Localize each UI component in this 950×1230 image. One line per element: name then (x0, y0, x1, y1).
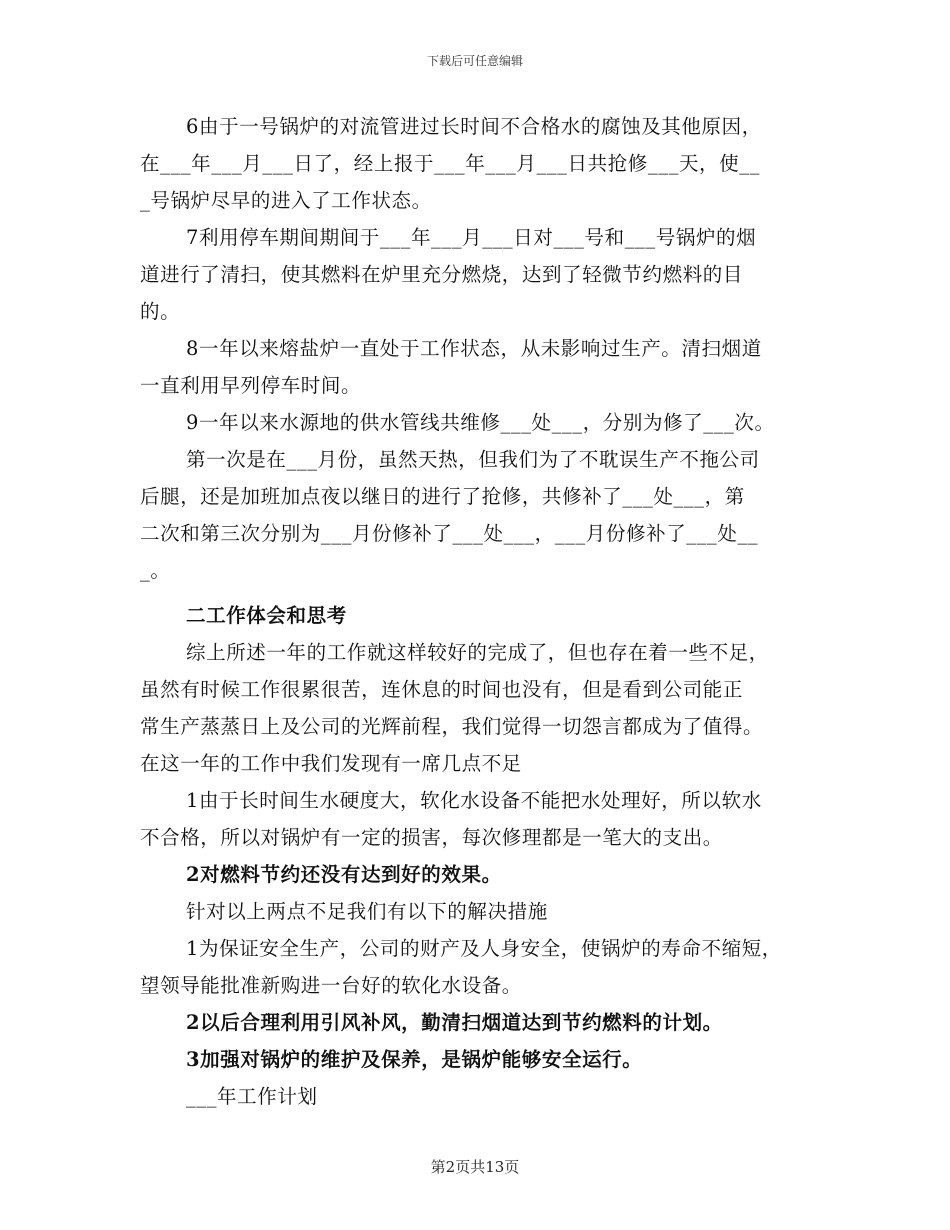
paragraph-line: 的。 (140, 300, 181, 323)
section-heading: ___年工作计划 (186, 1085, 318, 1108)
paragraph-line: 8一年以来熔盐炉一直处于工作状态，从未影响过生产。清扫烟道 (186, 337, 762, 360)
paragraph-line: 虽然有时候工作很累很苦，连休息的时间也没有，但是看到公司能正 (140, 678, 744, 701)
bold-paragraph-line: 2以后合理利用引风补风，勤清扫烟道达到节约燃料的计划。 (186, 1011, 723, 1034)
paragraph-line: _。 (140, 559, 171, 582)
paragraph-line: 7利用停车期间期间于___年___月___日对___号和___号锅炉的烟 (186, 226, 757, 249)
paragraph-line: 二次和第三次分别为___月份修补了___处___，___月份修补了___处__ (140, 522, 759, 545)
paragraph-line: 一直利用早列停车时间。 (140, 374, 362, 397)
paragraph-line: 在这一年的工作中我们发现有一席几点不足 (140, 752, 522, 775)
paragraph-line: 后腿，还是加班加点夜以继日的进行了抢修，共修补了___处___，第 (140, 485, 745, 508)
section-heading: 二工作体会和思考 (186, 604, 347, 627)
paragraph-line: 6由于一号锅炉的对流管进过长时间不合格水的腐蚀及其他原因， (186, 115, 762, 138)
document-body (140, 108, 820, 1115)
paragraph-line: 在___年___月___日了，经上报于___年___月___日共抢修___天，使__ (140, 152, 760, 175)
paragraph-line: 常生产蒸蒸日上及公司的光辉前程，我们觉得一切怨言都成为了值得。 (140, 715, 764, 738)
paragraph-line: 针对以上两点不足我们有以下的解决措施 (186, 900, 548, 923)
paragraph-line: 1由于长时间生水硬度大，软化水设备不能把水处理好，所以软水 (186, 789, 762, 812)
paragraph-line: 望领导能批准新购进一台好的软化水设备。 (140, 974, 522, 997)
bold-paragraph-line: 2对燃料节约还没有达到好的效果。 (186, 863, 502, 886)
paragraph-line: 不合格，所以对锅炉有一定的损害，每次修理都是一笔大的支出。 (140, 826, 723, 849)
bold-paragraph-line: 3加强对锅炉的维护及保养，是锅炉能够安全运行。 (186, 1048, 643, 1071)
paragraph-line: 9一年以来水源地的供水管线共维修___处___，分别为修了___次。 (186, 411, 775, 434)
page-header: 下载后可任意编辑 (426, 54, 523, 68)
paragraph-line: 道进行了清扫，使其燃料在炉里充分燃烧，达到了轻微节约燃料的目 (140, 263, 744, 286)
paragraph-line: 综上所述一年的工作就这样较好的完成了，但也存在着一些不足， (186, 641, 769, 664)
paragraph-line: 第一次是在___月份，虽然天热，但我们为了不耽误生产不拖公司 (186, 448, 760, 471)
paragraph-line: _号锅炉尽早的进入了工作状态。 (140, 189, 432, 212)
page-footer: 第2页共13页 (430, 1158, 520, 1176)
paragraph-line: 1为保证安全生产，公司的财产及人身安全，使锅炉的寿命不缩短， (186, 937, 782, 960)
